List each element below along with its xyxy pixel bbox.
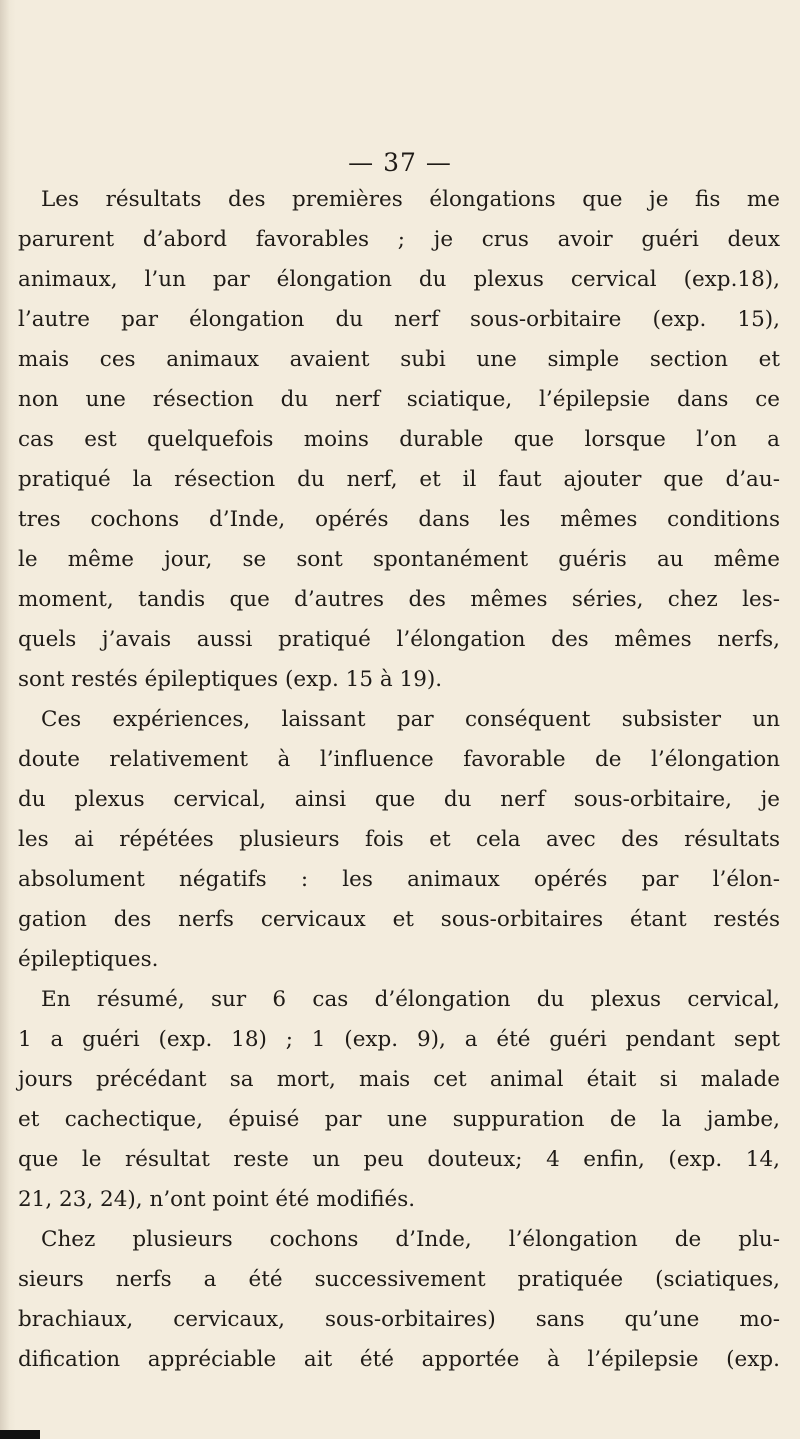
text-line: que le résultat reste un peu douteux; 4 enfin, (exp. 14, xyxy=(18,1147,780,1172)
text-line: dification appréciable ait été apportée à l’épilepsie (exp. xyxy=(18,1347,780,1372)
text-line: l’autre par élongation du nerf sous-orbitaire (exp. 15), xyxy=(18,307,780,332)
text-line: En résumé, sur 6 cas d’élongation du plexus cervical, xyxy=(41,987,780,1012)
text-line: du plexus cervical, ainsi que du nerf sous-orbitaire, je xyxy=(18,787,780,812)
text-line: Ces expériences, laissant par conséquent subsister un xyxy=(41,707,780,732)
text-line: et cachectique, épuisé par une suppuration de la jambe, xyxy=(18,1107,780,1132)
text-line: jours précédant sa mort, mais cet animal était si malade xyxy=(18,1067,780,1092)
text-line: les ai répétées plusieurs fois et cela avec des résultats xyxy=(18,827,780,852)
scan-edge-mark xyxy=(0,1430,40,1439)
text-line: Chez plusieurs cochons d’Inde, l’élongation de plu- xyxy=(41,1227,780,1252)
text-line: brachiaux, cervicaux, sous-orbitaires) sans qu’une mo- xyxy=(18,1307,780,1332)
text-line: sont restés épileptiques (exp. 15 à 19). xyxy=(18,667,443,692)
text-line: moment, tandis que d’autres des mêmes séries, chez les- xyxy=(18,587,780,612)
text-line: sieurs nerfs a été successivement pratiquée (sciatiques, xyxy=(18,1267,780,1292)
text-line: parurent d’abord favorables ; je crus avoir guéri deux xyxy=(18,227,780,252)
text-line: pratiqué la résection du nerf, et il faut ajouter que d’au- xyxy=(18,467,780,492)
text-line: tres cochons d’Inde, opérés dans les mêmes conditions xyxy=(18,507,780,532)
text-line: le même jour, se sont spontanément guéris au même xyxy=(18,547,780,572)
text-line: Les résultats des premières élongations que je fis me xyxy=(41,187,780,212)
page-gutter-shadow xyxy=(0,0,16,1439)
text-line: non une résection du nerf sciatique, l’épilepsie dans ce xyxy=(18,387,780,412)
text-line: 21, 23, 24), n’ont point été modifiés. xyxy=(18,1187,416,1212)
text-line: doute relativement à l’influence favorable de l’élongation xyxy=(18,747,780,772)
text-line: absolument négatifs : les animaux opérés par l’élon- xyxy=(18,867,780,892)
text-line: 1 a guéri (exp. 18) ; 1 (exp. 9), a été guéri pendant sept xyxy=(18,1027,780,1052)
text-line: épileptiques. xyxy=(18,947,159,972)
text-line: gation des nerfs cervicaux et sous-orbitaires étant restés xyxy=(18,907,780,932)
text-line: quels j’avais aussi pratiqué l’élongation des mêmes nerfs, xyxy=(18,627,780,652)
text-line: mais ces animaux avaient subi une simple section et xyxy=(18,347,780,372)
page-number: — 37 — xyxy=(348,148,452,177)
text-line: cas est quelquefois moins durable que lorsque l’on a xyxy=(18,427,780,452)
text-line: animaux, l’un par élongation du plexus cervical (exp.18), xyxy=(18,267,780,292)
